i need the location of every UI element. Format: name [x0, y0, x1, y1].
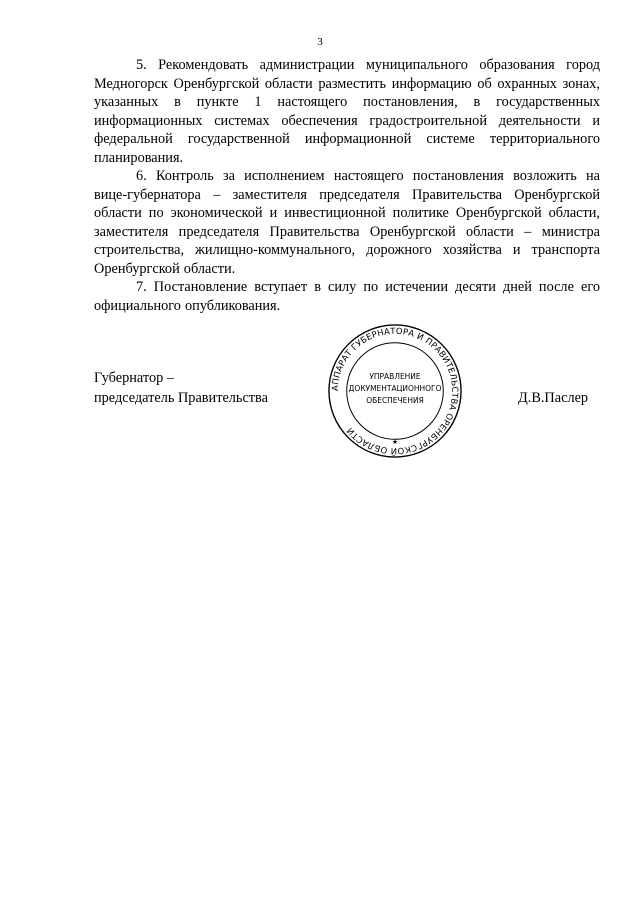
signer-title-line1: Губернатор –	[94, 370, 174, 386]
paragraph-5: 5. Рекомендовать администрации муниципального образования город Медногорск Оренбургской области разместить информацию об охранных зонах, указанных в пункте 1 настоящего постановления, в государственных информационных системах обеспечения градостроительной деятельности и федеральной государственной информационной системе территориального планирования.	[94, 57, 600, 166]
paragraph-6: 6. Контроль за исполнением настоящего постановления возложить на вице-губернатора – заместителя председателя Правительства Оренбургской области по экономической и инвестиционной политике Оренбургской области, заместителя председателя Правительства Оренбургской области – министра строительства, жилищно-коммунального, дорожного хозяйства и транспорта Оренбургской области.	[94, 168, 600, 277]
stamp-center-line3: ОБЕСПЕЧЕНИЯ	[366, 395, 424, 405]
signature-block	[94, 368, 268, 408]
signer-name: Д.В.Паслер	[518, 390, 589, 406]
official-stamp	[326, 322, 464, 460]
stamp-ring-text: АППАРАТ ГУБЕРНАТОРА И ПРАВИТЕЛЬСТВА ОРЕНБУРГСКОЙ ОБЛАСТИ	[329, 325, 461, 457]
page-number: 3	[317, 36, 323, 48]
stamp-star: ★	[391, 438, 399, 447]
paragraph-7: 7. Постановление вступает в силу по истечении десяти дней после его официального опубликования.	[94, 279, 600, 314]
document-body	[94, 56, 600, 315]
stamp-center-line1: УПРАВЛЕНИЕ	[369, 372, 421, 382]
stamp-center-line2: ДОКУМЕНТАЦИОННОГО	[348, 384, 442, 393]
signer-title-line2: председатель Правительства	[94, 390, 268, 406]
